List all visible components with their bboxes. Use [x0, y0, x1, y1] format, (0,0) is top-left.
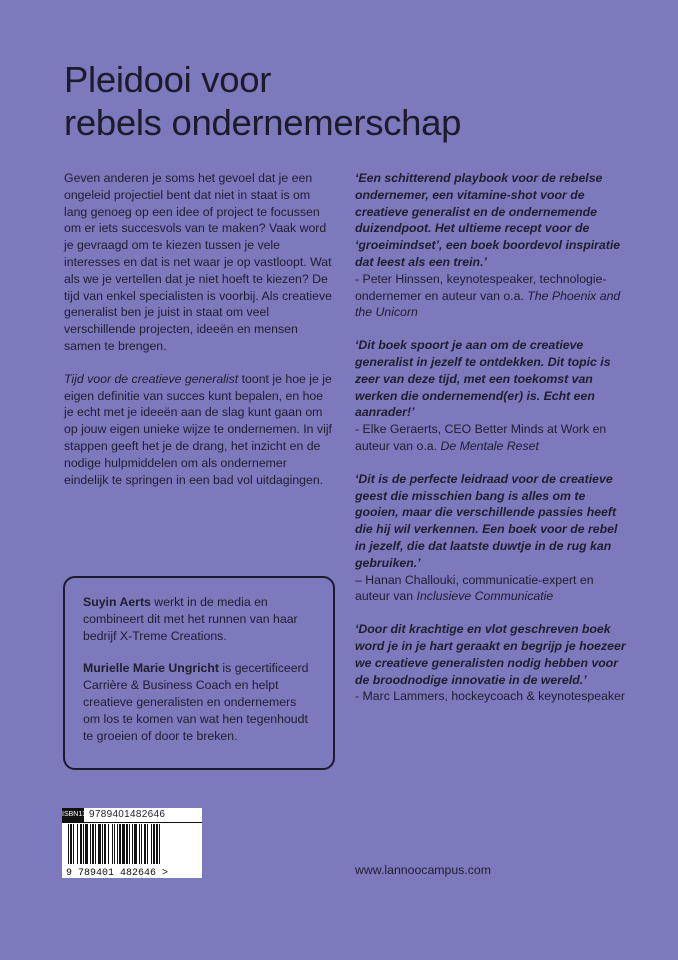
barcode-bar [108, 824, 109, 864]
endorsement [355, 471, 627, 605]
blurb-paragraph-2 [64, 371, 332, 489]
barcode-bar [83, 824, 84, 864]
barcode-bar [147, 824, 148, 864]
barcode-bar [80, 824, 82, 864]
barcode-bar [156, 824, 158, 864]
barcode-bar [92, 824, 94, 864]
barcode-bar [68, 824, 69, 864]
barcode-bar [139, 824, 140, 864]
author-name: Suyin Aerts [83, 595, 151, 609]
barcode-bar [117, 824, 118, 864]
barcode-bar [132, 824, 133, 864]
endorsement-attribution: - Elke Geraerts, CEO Better Minds at Work en auteur van o.a. De Mentale Reset [355, 422, 607, 453]
endorsement-quote: ‘Een schitterend playbook voor de rebelse ondernemer, een vitamine-shot voor de creatieve generalist en de ondernemende duizendpoot. Het ultieme recept voor de ‘groeimindset’, een boek boordevol inspiratie dat leest als een trein.’ [355, 171, 621, 269]
barcode-icon [62, 823, 202, 878]
barcode-bar [95, 824, 96, 864]
barcode-bar [141, 824, 142, 864]
isbn-label: ISBN13 [62, 808, 84, 822]
barcode-bar [85, 824, 88, 864]
barcode-bar [134, 824, 137, 864]
author-name: Murielle Marie Ungricht [83, 661, 219, 676]
endorsements-column [355, 170, 627, 721]
endorsement-quote: ‘Door dit krachtige en vlot geschreven boek word je in je hart geraakt en begrijp je hoezeer we creatieve generalisten nodig hebben voor de broodnodige innovatie in de wereld.’ [355, 622, 626, 687]
endorsement [355, 170, 627, 321]
isbn-barcode [62, 808, 202, 878]
barcode-bar [114, 824, 115, 864]
author-bio-box [63, 576, 335, 770]
endorsement-quote: ‘Dit boek spoort je aan om de creatieve generalist in jezelf te ontdekken. Dit topic is zeer van deze tijd, met een toekomst van werken die ondernemend(er) is. Echt een aanrader!’ [355, 338, 611, 420]
isbn-row [62, 808, 202, 823]
endorser-work: De Mentale Reset [440, 438, 539, 453]
barcode-bar [90, 824, 91, 864]
title-line-2: rebels ondernemerschap [64, 102, 462, 143]
blurb-paragraph-2-text: toont je hoe je je eigen definitie van succes kunt bepalen, en hoe je echt met je ideeën aan de slag kunt gaan om op jouw eigen unieke wijze te ondernemen. In vijf stappen geeft het je de drang, het inzicht en de nodige hulpmiddelen om als ondernemer eindelijk te springen in een bad vol uitdagingen. [64, 371, 332, 487]
title-line-1: Pleidooi voor [64, 59, 272, 100]
barcode-bar [112, 824, 113, 864]
endorsement-attribution: - Marc Lammers, hockeycoach & keynotespeaker [355, 689, 625, 704]
author-bio: Suyin Aerts werkt in de media en combineert dit met het runnen van haar bedrijf X-Treme Creations. [83, 595, 298, 643]
barcode-bar [144, 824, 146, 864]
endorsement [355, 337, 627, 455]
barcode-bar [119, 824, 121, 864]
barcode-bar [129, 824, 130, 864]
endorser-work: The Phoenix and the Unicorn [355, 288, 621, 320]
barcode-digits: 9 789401 482646 > [66, 868, 169, 878]
barcode-bar [159, 824, 160, 864]
endorsement-attribution: - Peter Hinssen, keynotespeaker, technologie-ondernemer en auteur van o.a. The Phoenix and the Unicorn [355, 271, 621, 320]
blurb-paragraph-1: Geven anderen je soms het gevoel dat je een ongeleid projectiel bent dat niet in staat is om lang genoeg op een idee of project te focussen om er iets succesvols van te maken? Vaak word je gevraagd om te kiezen tussen je vele interesses en dat is net waar je op vastloopt. Wat als we je vertellen dat je niet hoeft te kiezen? De tijd van enkel specialisten is voorbij. Als creatieve generalist ben je juist in staat om veel verschillende projecten, ideeën en mensen samen te brengen. [64, 171, 332, 353]
barcode-bar [98, 824, 101, 864]
endorsement-attribution: – Hanan Challouki, communicatie-expert en auteur van Inclusieve Communicatie [355, 572, 594, 604]
endorser-work: Inclusieve Communicatie [416, 589, 554, 604]
barcode-bar [126, 824, 128, 864]
book-subtitle-italic: Tijd voor de creatieve generalist [64, 371, 239, 386]
barcode-bar [73, 824, 74, 864]
barcode-bar [104, 824, 106, 864]
endorsement [355, 621, 627, 705]
isbn-number: 9789401482646 [89, 809, 166, 820]
barcode-bar [70, 824, 72, 864]
endorsement-quote: ‘Dit is de perfecte leidraad voor de creatieve geest die misschien bang is alles om te gooien, maar die verschillende passies heeft die hij wil verkennen. Een boek voor de rebel in jezelf, die dat laatste duwtje in de rug kan gebruiken.’ [355, 471, 618, 570]
author-bio: Murielle Marie Ungricht is gecertificeerd Carrière & Business Coach en helpt creatieve generalisten en ondernemers om los te komen van wat hen tegenhoudt te groeien of door te breken. [83, 661, 309, 743]
barcode-bar [102, 824, 103, 864]
publisher-website[interactable]: www.lannoocampus.com [355, 863, 492, 877]
book-title [64, 58, 624, 144]
barcode-bar [151, 824, 152, 864]
barcode-bar [153, 824, 155, 864]
barcode-bar [122, 824, 125, 864]
blurb-column [64, 170, 332, 504]
barcode-bar [77, 824, 78, 864]
